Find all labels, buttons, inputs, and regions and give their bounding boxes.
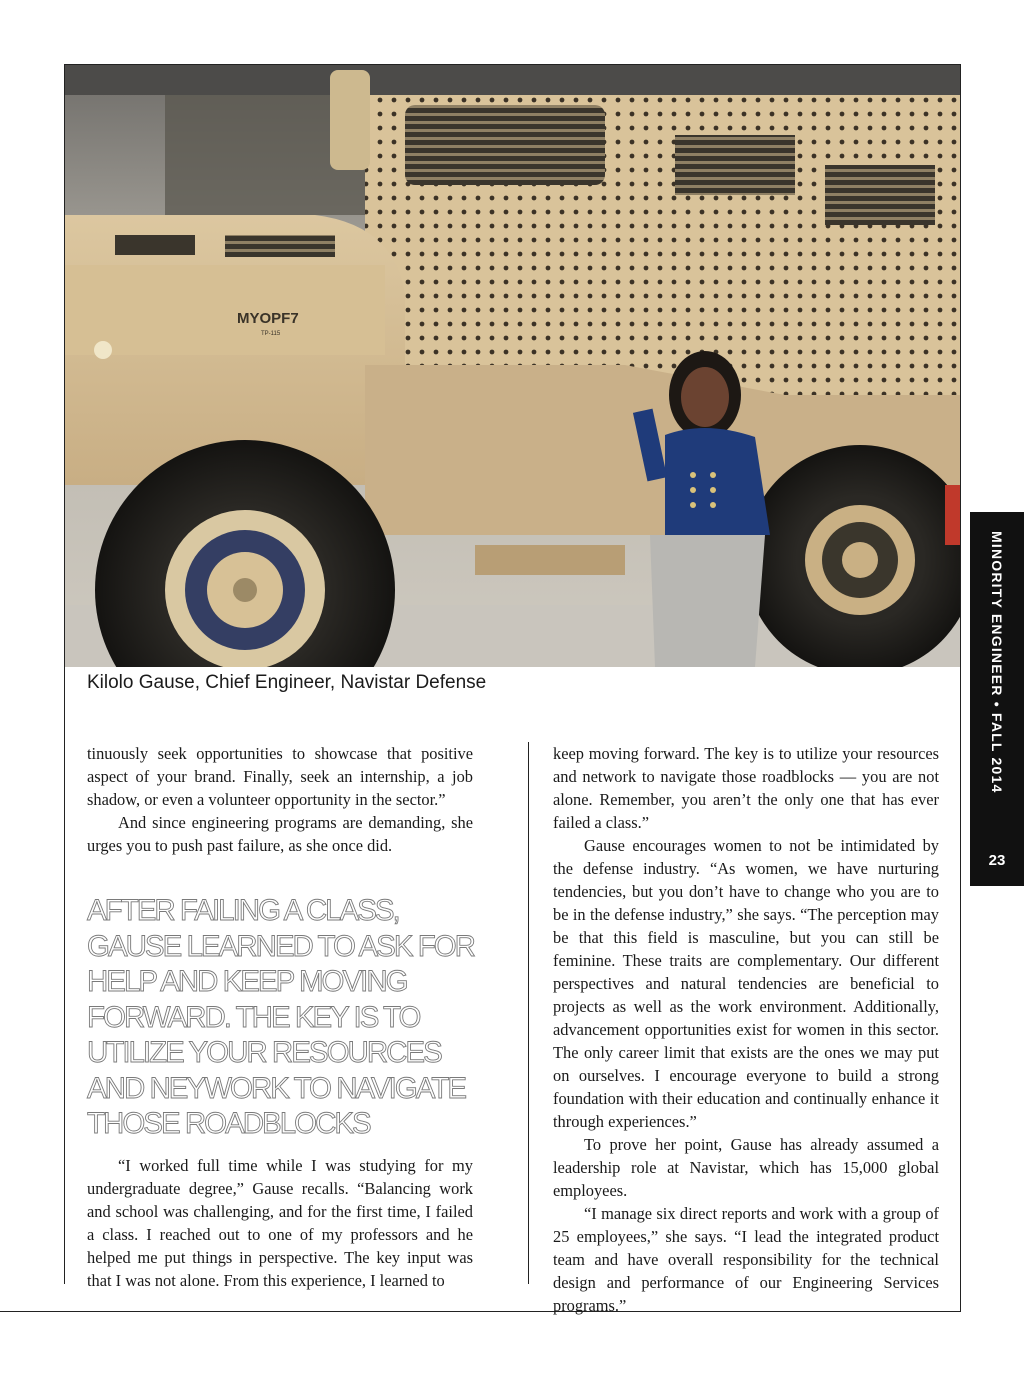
paragraph: keep moving forward. The key is to utilize your resources and network to navigate those roadblocks — you are not alone. Remember, you aren’t the only one that has ever failed a class.”	[553, 744, 939, 832]
paragraph: “I manage six direct reports and work with a group of 25 employees,” she says. “I lead the integrated product team and have overall responsibility for the technical design and performance of our Engineering Services programs.”	[553, 1204, 939, 1315]
pull-quote: AFTER FAILING A CLASS, GAUSE LEARNED TO ASK FOR HELP AND KEEP MOVING FORWARD. THE KEY IS TO UTILIZE YOUR RESOURCES AND NEYWORK TO NAVIGATE THOSE ROADBLOCKS	[87, 894, 474, 1140]
frame-left-rule	[64, 64, 65, 1284]
frame-top-rule	[64, 64, 961, 65]
vehicle-plate: MYOPF7	[237, 310, 299, 327]
publication-label: MINORITY ENGINEER • FALL 2014	[989, 531, 1005, 794]
right-column	[553, 742, 939, 1317]
paragraph: “I worked full time while I was studying for my undergraduate degree,” Gause recalls. “Balancing work and school was challenging, and for the first time, I failed a class. I reached out to one of my professors and he helped me put things in perspective. The key input was that I was not alone. From this experience, I learned to	[87, 1156, 473, 1290]
left-column-top	[87, 742, 473, 857]
feature-photo	[65, 65, 961, 667]
photo-caption: Kilolo Gause, Chief Engineer, Navistar Defense	[87, 672, 487, 693]
paragraph: To prove her point, Gause has already assumed a leadership role at Navistar, which has 15,000 global employees.	[553, 1135, 939, 1200]
paragraph: tinuously seek opportunities to showcase that positive aspect of your brand. Finally, seek an internship, a job shadow, or even a volunteer opportunity in the sector.”	[87, 744, 473, 809]
page-number: 23	[988, 852, 1006, 869]
paragraph: Gause encourages women to not be intimidated by the defense industry. “As women, we have nurturing tendencies, but you don’t have to change who you are to be in the defense industry,” she says. “The perception may be that this field is masculine, but you can still be feminine. These traits are complementary. Our different perspectives and natural tendencies are beneficial to projects as well as the work environment. Additionally, advancement opportunities exist for women in this sector. The only career limit that exists are the ones we may put on ourselves. I encourage everyone to build a strong foundation with their education and continually enhance it through experiences.”	[553, 836, 939, 1131]
left-column-bottom	[87, 1154, 473, 1292]
vehicle-subplate: TP-115	[261, 331, 281, 337]
side-tab	[970, 512, 1024, 886]
frame-right-rule	[960, 64, 961, 1312]
column-divider	[528, 742, 529, 1284]
paragraph: And since engineering programs are demanding, she urges you to push past failure, as she once did.	[87, 813, 473, 855]
